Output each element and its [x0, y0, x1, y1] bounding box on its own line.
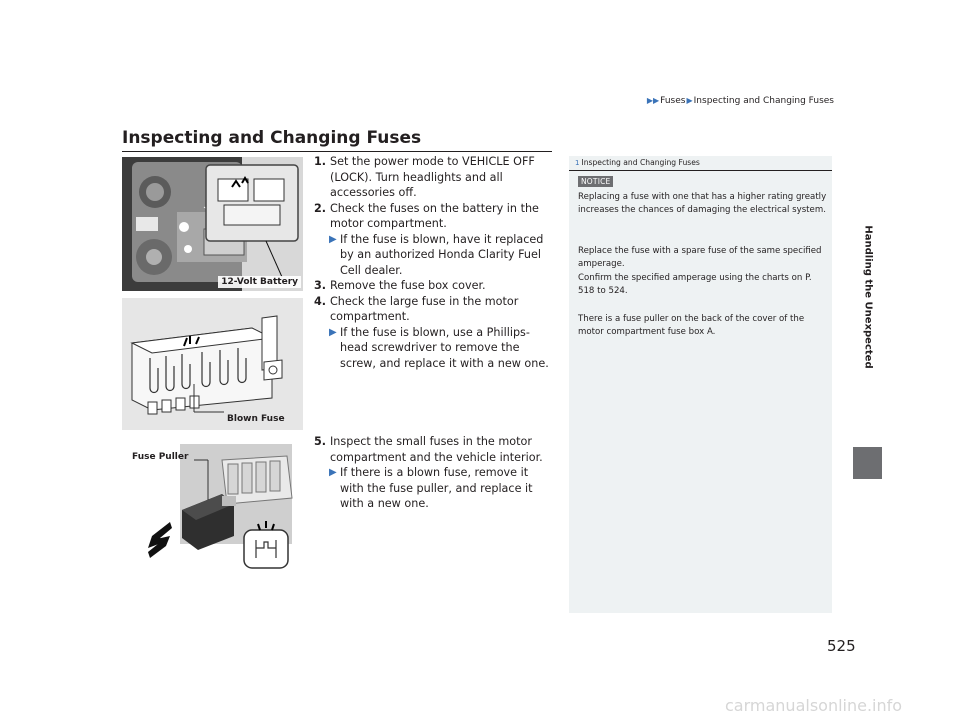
step-number: 2.	[314, 201, 327, 215]
reference-icon: 1	[575, 159, 580, 167]
breadcrumb-item-fuses[interactable]: Fuses	[660, 96, 686, 106]
blown-fuse-label: Blown Fuse	[227, 414, 285, 424]
step-4	[314, 294, 554, 325]
battery-fuse-figure	[122, 157, 303, 291]
step-2	[314, 201, 554, 232]
page-number: 525	[827, 637, 856, 655]
triangle-bullet-icon: ▶	[329, 233, 337, 245]
step-text: Remove the fuse box cover.	[330, 279, 486, 292]
large-fuse-figure	[122, 298, 303, 430]
notice-badge: NOTICE	[578, 176, 613, 187]
sub-text: If the fuse is blown, have it replaced by an authorized Honda Clarity Fuel Cell dealer.	[340, 232, 544, 277]
step-text: Inspect the small fuses in the motor compartment and the vehicle interior.	[330, 435, 543, 464]
breadcrumb-arrow-icon: ▶	[686, 96, 693, 105]
side-note	[569, 156, 832, 613]
step-text: Set the power mode to VEHICLE OFF (LOCK). Turn headlights and all accessories off.	[330, 155, 535, 199]
note-paragraph: Replace the fuse with a spare fuse of the same specified amperage.	[578, 246, 822, 269]
step-2-sub	[314, 232, 554, 279]
battery-fuse-illustration	[122, 157, 303, 291]
breadcrumb-arrow-icon: ▶▶	[646, 96, 660, 105]
step-5-sub	[314, 465, 554, 512]
battery-label: 12-Volt Battery	[218, 276, 301, 288]
step-number: 3.	[314, 279, 327, 292]
breadcrumb	[620, 96, 834, 106]
note-heading	[575, 158, 700, 167]
step-text: Check the large fuse in the motor compartment.	[330, 294, 519, 323]
step-3	[314, 278, 554, 294]
steps-list-continued	[314, 434, 554, 512]
note-paragraph: Confirm the specified amperage using the charts on P. 518 to 524.	[578, 273, 812, 296]
fuse-puller-label: Fuse Puller	[132, 452, 189, 462]
step-number: 5.	[314, 435, 327, 448]
triangle-bullet-icon: ▶	[329, 467, 337, 478]
page-title: Inspecting and Changing Fuses	[122, 128, 422, 148]
steps-list	[314, 154, 554, 371]
note-paragraph: There is a fuse puller on the back of the cover of the motor compartment fuse box A.	[578, 314, 805, 337]
breadcrumb-item-current: Inspecting and Changing Fuses	[693, 96, 834, 106]
step-text: Check the fuses on the battery in the motor compartment.	[330, 201, 539, 230]
note-divider	[569, 170, 832, 171]
step-1	[314, 154, 554, 201]
triangle-bullet-icon: ▶	[329, 326, 337, 338]
watermark: carmanualsonline.info	[725, 696, 903, 715]
large-fuse-illustration	[122, 298, 303, 430]
step-number: 4.	[314, 294, 327, 308]
side-tab-marker	[853, 447, 882, 479]
title-divider	[122, 151, 552, 152]
fuse-puller-figure	[122, 438, 303, 572]
sub-text: If the fuse is blown, use a Phillips-head screwdriver to remove the screw, and replace it with a new one.	[340, 325, 549, 370]
note-paragraph: Replacing a fuse with one that has a higher rating greatly increases the chances of damaging the electrical system.	[578, 192, 827, 215]
step-number: 1.	[314, 155, 327, 168]
sub-text: If there is a blown fuse, remove it with the fuse puller, and replace it with a new one.	[340, 466, 533, 510]
note-heading-text: Inspecting and Changing Fuses	[581, 158, 700, 167]
side-tab-text: Handling the Unexpected	[862, 225, 874, 369]
step-4-sub	[314, 325, 554, 372]
step-5	[314, 434, 554, 465]
